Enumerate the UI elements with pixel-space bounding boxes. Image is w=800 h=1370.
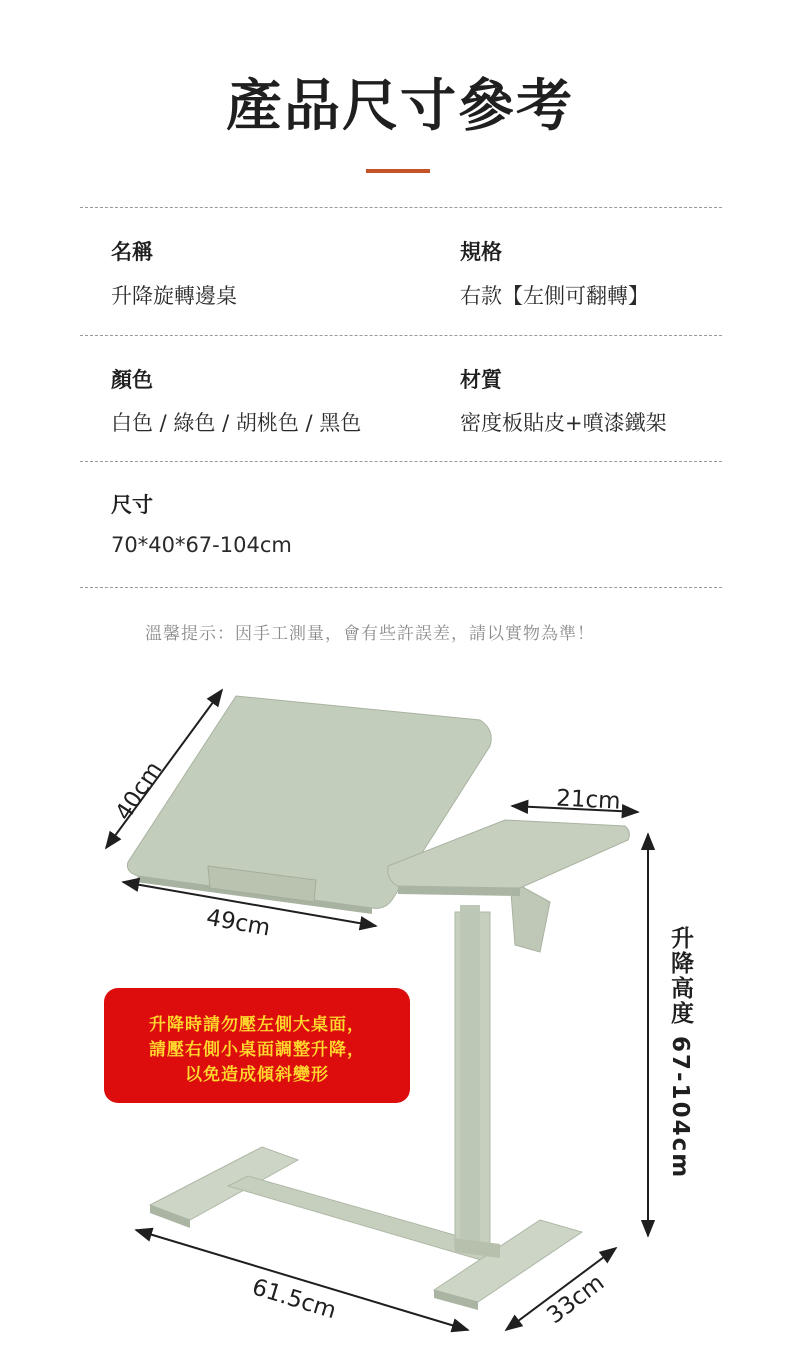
top-depth-label: 40cm [110, 757, 168, 826]
notice-text: 溫馨提示：因手工測量，會有些許誤差，請以實物為準！ [145, 624, 595, 644]
warning-line-3: 以免造成傾斜變形 [185, 1065, 329, 1085]
warning-line-1: 升降時請勿壓左側大桌面， [149, 1015, 365, 1035]
top-width-label: 49cm [204, 904, 273, 942]
warning-box [104, 988, 410, 1103]
material-label: 材質 [460, 368, 502, 392]
desk-base [150, 1147, 582, 1310]
divider [80, 587, 722, 588]
divider [80, 335, 722, 336]
name-value: 升降旋轉邊桌 [111, 284, 237, 308]
spec-label: 規格 [460, 240, 502, 264]
base-length-label: 61.5cm [248, 1274, 340, 1325]
size-label: 尺寸 [111, 493, 153, 517]
warning-line-2: 請壓右側小桌面調整升降， [149, 1040, 365, 1060]
color-value: 白色 / 綠色 / 胡桃色 / 黑色 [111, 411, 362, 435]
small-top-label: 21cm [555, 785, 622, 815]
divider [80, 207, 722, 208]
material-value: 密度板貼皮+噴漆鐵架 [460, 411, 667, 435]
title-underline [366, 169, 430, 173]
base-width-label: 33cm [542, 1269, 610, 1330]
spec-value: 右款【左側可翻轉】 [460, 284, 649, 308]
divider [80, 461, 722, 462]
color-label: 顏色 [111, 368, 153, 392]
size-value: 70*40*67-104cm [111, 533, 292, 557]
desk-column [455, 905, 500, 1258]
name-label: 名稱 [111, 240, 153, 264]
page-title: 產品尺寸參考 [226, 74, 574, 139]
height-label: 升降高度 67-104cm [667, 926, 693, 1180]
